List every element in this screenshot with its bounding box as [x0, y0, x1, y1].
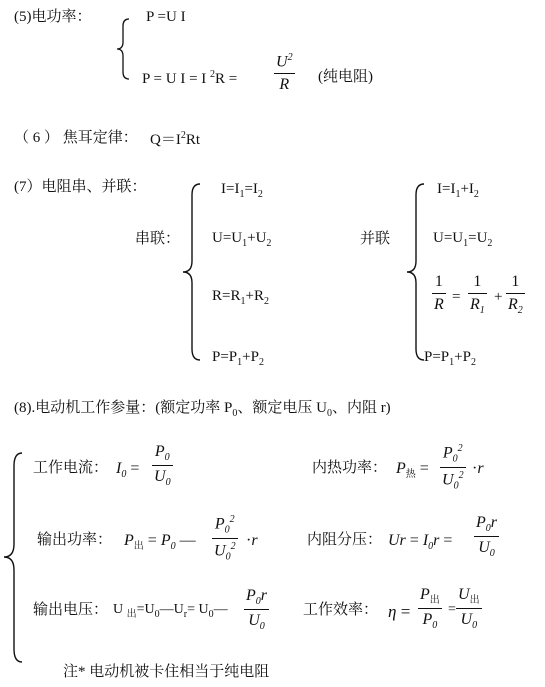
series-brace [180, 183, 202, 361]
inner-heat-power-times-r: ·r [472, 460, 484, 477]
inner-voltage-drop-label: 内阻分压： [307, 532, 383, 548]
output-voltage-formula: U $_出=U_0—U_r=$ $U_0—$ [113, 602, 228, 620]
efficiency-label: 工作效率： [303, 602, 379, 618]
output-power-fraction: $P_0^2$ $U_0^2$ [214, 514, 236, 563]
work-current-label: 工作电流： [33, 460, 109, 476]
inner-voltage-drop-fraction: $P_0r$ $U_0$ [476, 514, 498, 560]
parallel-equals: = [452, 289, 461, 305]
efficiency-lhs: η = [388, 602, 411, 621]
motor-brace [0, 452, 24, 664]
parallel-one-over-r: 1 R [434, 273, 444, 313]
parallel-one-over-r1: 1 $R_1$ [470, 273, 485, 316]
parallel-voltage-formula: $U=U_1=U_2$ [433, 230, 493, 249]
work-current-fraction: $P_0$ $U_0$ [154, 443, 171, 489]
section6-heading: （ 6 ） 焦耳定律： [14, 130, 138, 146]
inner-heat-power-lhs: $P_热$ = [396, 460, 429, 481]
inner-heat-power-label: 内热功率： [312, 460, 388, 476]
output-power-lhs: $P_出 = P_0$ — [124, 532, 196, 553]
parallel-brace [404, 183, 426, 361]
efficiency-voltage-fraction: $U_出$ $U_0$ [458, 586, 480, 632]
power-fraction-u2-over-r: $U^2$ R [276, 52, 293, 93]
parallel-current-formula: $I=I_1+I_2$ [437, 181, 479, 200]
series-current-formula: $I=I_1=I_2$ [221, 181, 263, 200]
inner-heat-power-fraction: $P_0^2$ $U_0^2$ [442, 443, 464, 492]
series-resistance-formula: $R=R_1+R_2$ [212, 288, 269, 307]
parallel-label: 并联 [360, 231, 391, 247]
power-formula-full: P = U I = I $^2$R = [142, 69, 238, 87]
output-voltage-label: 输出电压： [33, 602, 109, 618]
parallel-plus: + [494, 289, 503, 305]
series-label: 串联： [135, 231, 181, 247]
joule-law-formula: $Q=I^2Rt$ [150, 130, 201, 148]
output-power-label: 输出功率： [37, 532, 113, 548]
section5-heading: (5)电功率： [14, 9, 92, 25]
motor-stall-footnote: 注* 电动机被卡住相当于纯电阻 [63, 664, 270, 680]
section5-brace [115, 18, 135, 80]
power-formula-ui: P =U I [146, 9, 186, 25]
section7-heading: (7）电阻串、并联： [14, 179, 147, 195]
output-power-times-r: ·r [246, 532, 258, 549]
output-voltage-fraction: $P_0r$ $U_0$ [246, 587, 268, 633]
pure-resistance-note: (纯电阻) [318, 69, 373, 85]
inner-voltage-drop-lhs: $Ur = I_0r$ = [388, 532, 453, 553]
series-voltage-formula: $U=U_1+U_2$ [212, 230, 272, 249]
section8-heading: (8).电动机工作参量：(额定功率 $P_0$、额定电压 $U_0$、内阻 r) [14, 400, 391, 419]
efficiency-equals: = [448, 602, 456, 617]
work-current-lhs: $I_0$ = [116, 460, 140, 481]
series-power-formula: $P=P_1+P_2$ [212, 349, 264, 368]
efficiency-power-fraction: $P_出$ $P_0$ [420, 586, 440, 632]
parallel-power-formula: $P=P_1+P_2$ [424, 349, 476, 368]
parallel-one-over-r2: 1 $R_2$ [508, 273, 523, 316]
